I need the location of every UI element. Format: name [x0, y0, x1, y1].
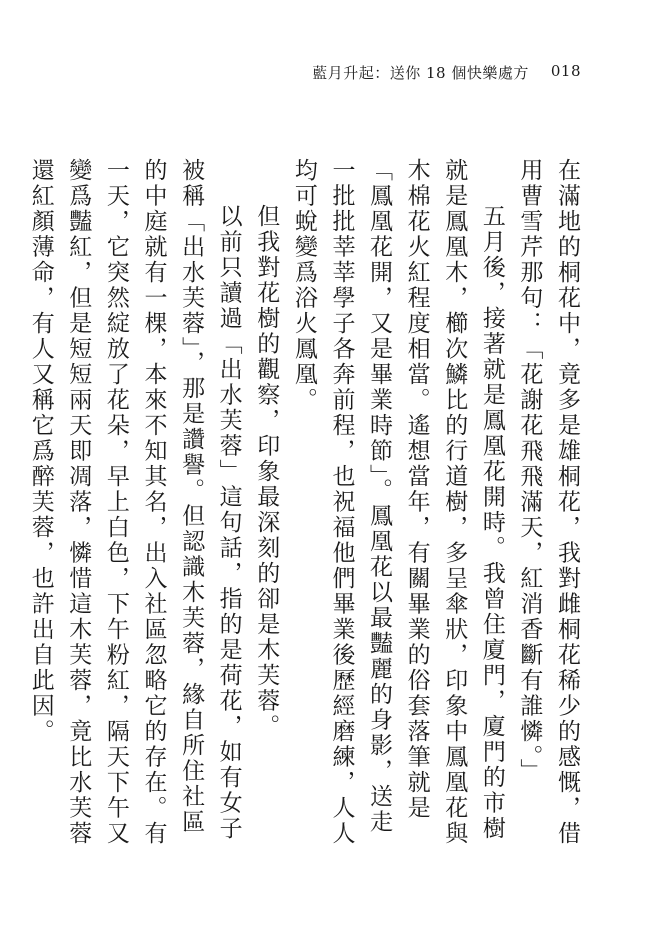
paragraph: 在滿地的桐花中，竟多是雄桐花，我對雌桐花稀少的感慨，借用曹雪芹那句：「花謝花飛飛滿天，紅消香斷有誰憐。」: [516, 158, 580, 847]
page-header: [312, 62, 581, 83]
page-number: 018: [550, 62, 581, 80]
paragraph: 但我對花樹的觀察，印象最深刻的卻是木芙蓉。: [253, 204, 280, 740]
paragraph: 五月後，接著就是鳳凰花開時。我曾住廈門，廈門的市樹就是鳳凰木，櫛次鱗比的行道樹，多呈傘狀，印象中鳳凰花與木棉花火紅程度相當。遙想當年，有關畢業的俗套落筆就是「鳳凰花開，又是畢業時節」。鳳凰花以最豔麗的身影，送走一批批莘莘學子各奔前程，也祝福他們畢業後歷經磨練，人人均可蛻變爲浴火鳳凰。: [290, 158, 505, 847]
book-title: 藍月升起：送你 18 個快樂處方: [312, 64, 529, 82]
vertical-body-text: [27, 158, 585, 858]
paragraph: 以前只讀過「出水芙蓉」這句話，指的是荷花，如有女子被稱「出水芙蓉」，那是讚譽。但認識木芙蓉，緣自所住社區的中庭就有一棵，本來不知其名，出入社區忽略它的存在。有一天，它突然綻放了花朵，早上白色，下午粉紅，隔天下午又變爲豔紅，但是短短兩天即凋落，憐惜這木芙蓉，竟比水芙蓉還紅顏薄命，有人又稱它爲醉芙蓉，也許出自此因。: [27, 158, 242, 847]
